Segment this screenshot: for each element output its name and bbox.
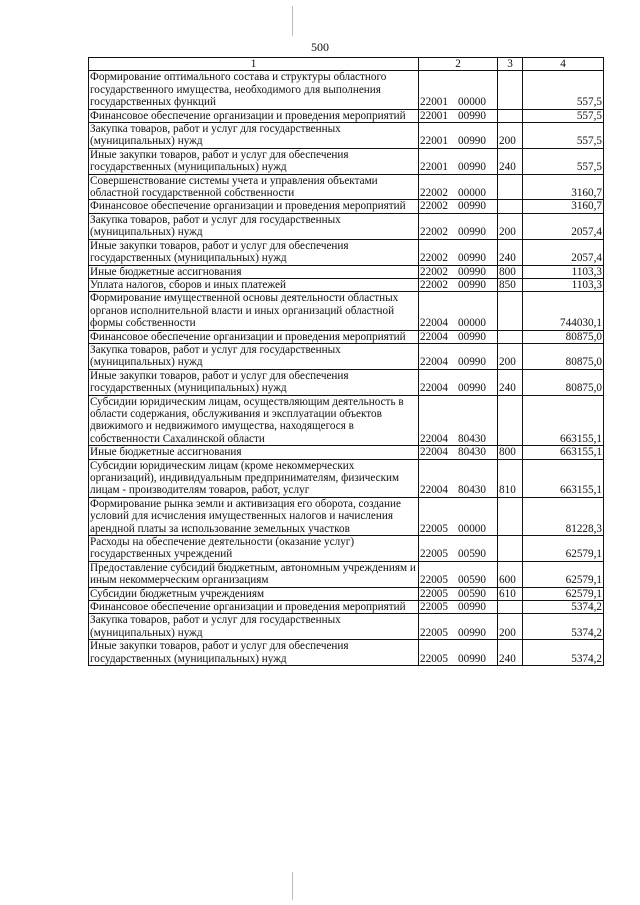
row-code-cell xyxy=(419,292,498,330)
table-row xyxy=(89,561,604,587)
row-name-cell: Расходы на обеспечение деятельности (оказание услуг) государственных учреждений xyxy=(89,536,419,562)
row-code-cell xyxy=(419,123,498,149)
row-value-cell: 5374,2 xyxy=(523,601,604,614)
row-name-cell: Финансовое обеспечение организации и проведения мероприятий xyxy=(89,330,419,343)
row-direction-code: 00000 xyxy=(458,96,486,109)
table-row xyxy=(89,239,604,265)
table-row xyxy=(89,614,604,640)
row-program-code: 22005 xyxy=(420,601,448,614)
row-name-cell: Финансовое обеспечение организации и проведения мероприятий xyxy=(89,601,419,614)
row-type-cell: 200 xyxy=(498,123,523,149)
row-type-cell xyxy=(498,292,523,330)
row-direction-code: 00990 xyxy=(458,382,486,395)
row-type-cell: 610 xyxy=(498,587,523,600)
row-type-cell xyxy=(498,200,523,213)
row-value-cell: 62579,1 xyxy=(523,561,604,587)
row-type-cell: 200 xyxy=(498,213,523,239)
row-value-cell: 80875,0 xyxy=(523,330,604,343)
row-program-code: 22004 xyxy=(420,484,448,497)
row-code-cell xyxy=(419,369,498,395)
row-value-cell: 557,5 xyxy=(523,109,604,122)
row-direction-code: 00000 xyxy=(458,317,486,330)
row-program-code: 22005 xyxy=(420,652,448,665)
row-value-cell: 3160,7 xyxy=(523,200,604,213)
table-row xyxy=(89,109,604,122)
row-program-code: 22002 xyxy=(420,226,448,239)
row-code-cell xyxy=(419,71,498,109)
row-program-code: 22001 xyxy=(420,161,448,174)
row-code-cell xyxy=(419,614,498,640)
row-code-cell xyxy=(419,459,498,497)
row-type-cell xyxy=(498,330,523,343)
table-row xyxy=(89,369,604,395)
row-direction-code: 00990 xyxy=(458,161,486,174)
column-header-2: 2 xyxy=(419,58,498,71)
row-program-code: 22005 xyxy=(420,574,448,587)
row-program-code: 22001 xyxy=(420,109,448,122)
row-name-cell: Иные закупки товаров, работ и услуг для обеспечения государственных (муниципальных) нужд xyxy=(89,369,419,395)
row-value-cell: 557,5 xyxy=(523,148,604,174)
row-type-cell xyxy=(498,174,523,200)
table-row xyxy=(89,174,604,200)
row-value-cell: 62579,1 xyxy=(523,587,604,600)
row-program-code: 22005 xyxy=(420,587,448,600)
row-direction-code: 00000 xyxy=(458,187,486,200)
row-value-cell: 663155,1 xyxy=(523,459,604,497)
row-name-cell: Формирование оптимального состава и структуры областного государственного имущества, необходимого для выполнения государственных функций xyxy=(89,71,419,109)
table-row xyxy=(89,446,604,459)
table-row xyxy=(89,200,604,213)
row-code-cell xyxy=(419,265,498,278)
row-code-cell xyxy=(419,330,498,343)
row-program-code: 22004 xyxy=(420,330,448,343)
column-header-1: 1 xyxy=(89,58,419,71)
row-name-cell: Финансовое обеспечение организации и проведения мероприятий xyxy=(89,200,419,213)
row-code-cell xyxy=(419,148,498,174)
row-name-cell: Субсидии юридическим лицам (кроме некоммерческих организаций), индивидуальным предпринимателям, физическим лицам - производителям товаров, работ, услуг xyxy=(89,459,419,497)
table-row xyxy=(89,71,604,109)
row-type-cell: 800 xyxy=(498,446,523,459)
row-direction-code: 80430 xyxy=(458,484,486,497)
row-value-cell: 557,5 xyxy=(523,123,604,149)
row-value-cell: 1103,3 xyxy=(523,265,604,278)
row-direction-code: 00000 xyxy=(458,522,486,535)
row-name-cell: Иные бюджетные ассигнования xyxy=(89,446,419,459)
row-value-cell: 5374,2 xyxy=(523,640,604,666)
row-name-cell: Закупка товаров, работ и услуг для государственных (муниципальных) нужд xyxy=(89,614,419,640)
row-program-code: 22004 xyxy=(420,446,448,459)
row-value-cell: 2057,4 xyxy=(523,239,604,265)
row-program-code: 22002 xyxy=(420,252,448,265)
row-direction-code: 00590 xyxy=(458,548,486,561)
row-name-cell: Совершенствование системы учета и управления объектами областной государственной собственности xyxy=(89,174,419,200)
row-name-cell: Иные бюджетные ассигнования xyxy=(89,265,419,278)
row-direction-code: 00590 xyxy=(458,587,486,600)
row-program-code: 22002 xyxy=(420,200,448,213)
row-type-cell xyxy=(498,71,523,109)
row-direction-code: 00990 xyxy=(458,252,486,265)
row-value-cell: 1103,3 xyxy=(523,278,604,291)
row-name-cell: Субсидии бюджетным учреждениям xyxy=(89,587,419,600)
row-name-cell: Иные закупки товаров, работ и услуг для обеспечения государственных (муниципальных) нужд xyxy=(89,640,419,666)
row-program-code: 22002 xyxy=(420,265,448,278)
page-number: 500 xyxy=(311,40,329,54)
row-direction-code: 80430 xyxy=(458,446,486,459)
row-direction-code: 00990 xyxy=(458,109,486,122)
table-row xyxy=(89,148,604,174)
row-direction-code: 00990 xyxy=(458,200,486,213)
row-value-cell: 2057,4 xyxy=(523,213,604,239)
row-value-cell: 3160,7 xyxy=(523,174,604,200)
table-row xyxy=(89,587,604,600)
row-program-code: 22005 xyxy=(420,626,448,639)
row-value-cell: 744030,1 xyxy=(523,292,604,330)
row-direction-code: 00990 xyxy=(458,278,486,291)
row-name-cell: Иные закупки товаров, работ и услуг для обеспечения государственных (муниципальных) нужд xyxy=(89,239,419,265)
table-row xyxy=(89,640,604,666)
row-type-cell xyxy=(498,395,523,446)
table-row xyxy=(89,459,604,497)
row-direction-code: 00990 xyxy=(458,265,486,278)
row-value-cell: 663155,1 xyxy=(523,446,604,459)
row-program-code: 22002 xyxy=(420,278,448,291)
row-code-cell xyxy=(419,278,498,291)
row-direction-code: 00990 xyxy=(458,652,486,665)
row-name-cell: Формирование рынка земли и активизация его оборота, создание условий для исчисления имущественных налогов и начисления арендной платы за использование земельных участков xyxy=(89,497,419,535)
scan-mark-bottom xyxy=(292,872,293,900)
row-value-cell: 663155,1 xyxy=(523,395,604,446)
row-type-cell xyxy=(498,536,523,562)
table-header-row xyxy=(89,58,604,71)
row-type-cell: 240 xyxy=(498,369,523,395)
row-code-cell xyxy=(419,536,498,562)
row-name-cell: Уплата налогов, сборов и иных платежей xyxy=(89,278,419,291)
row-type-cell xyxy=(498,109,523,122)
row-direction-code: 00990 xyxy=(458,601,486,614)
row-type-cell: 200 xyxy=(498,614,523,640)
table-row xyxy=(89,536,604,562)
row-direction-code: 00990 xyxy=(458,226,486,239)
row-name-cell: Финансовое обеспечение организации и проведения мероприятий xyxy=(89,109,419,122)
row-code-cell xyxy=(419,174,498,200)
row-code-cell xyxy=(419,587,498,600)
table-row xyxy=(89,343,604,369)
budget-table xyxy=(88,57,604,666)
row-direction-code: 00590 xyxy=(458,574,486,587)
row-type-cell xyxy=(498,497,523,535)
row-value-cell: 81228,3 xyxy=(523,497,604,535)
table-row xyxy=(89,601,604,614)
row-name-cell: Предоставление субсидий бюджетным, автономным учреждениям и иным некоммерческим организациям xyxy=(89,561,419,587)
column-header-3: 3 xyxy=(498,58,523,71)
row-type-cell: 240 xyxy=(498,148,523,174)
row-name-cell: Субсидии юридическим лицам, осуществляющим деятельность в области содержания, обслуживания и эксплуатации объектов движимого и недвижимого имущества, находящегося в собственности Сахалинской области xyxy=(89,395,419,446)
row-value-cell: 80875,0 xyxy=(523,343,604,369)
table-row xyxy=(89,265,604,278)
row-program-code: 22004 xyxy=(420,432,448,445)
row-code-cell xyxy=(419,561,498,587)
table-row xyxy=(89,292,604,330)
table-row xyxy=(89,278,604,291)
row-name-cell: Закупка товаров, работ и услуг для государственных (муниципальных) нужд xyxy=(89,343,419,369)
row-name-cell: Закупка товаров, работ и услуг для государственных (муниципальных) нужд xyxy=(89,213,419,239)
budget-table-body xyxy=(89,58,604,666)
row-direction-code: 00990 xyxy=(458,356,486,369)
row-type-cell: 810 xyxy=(498,459,523,497)
row-direction-code: 00990 xyxy=(458,330,486,343)
row-value-cell: 557,5 xyxy=(523,71,604,109)
row-direction-code: 00990 xyxy=(458,135,486,148)
row-name-cell: Формирование имущественной основы деятельности областных органов исполнительной власти и иных организаций областной формы собственности xyxy=(89,292,419,330)
row-program-code: 22004 xyxy=(420,317,448,330)
row-name-cell: Иные закупки товаров, работ и услуг для обеспечения государственных (муниципальных) нужд xyxy=(89,148,419,174)
scan-mark-top xyxy=(292,6,293,36)
row-type-cell: 200 xyxy=(498,343,523,369)
row-value-cell: 62579,1 xyxy=(523,536,604,562)
row-name-cell: Закупка товаров, работ и услуг для государственных (муниципальных) нужд xyxy=(89,123,419,149)
row-program-code: 22001 xyxy=(420,96,448,109)
row-program-code: 22004 xyxy=(420,382,448,395)
row-code-cell xyxy=(419,640,498,666)
column-header-4: 4 xyxy=(523,58,604,71)
row-type-cell: 850 xyxy=(498,278,523,291)
row-program-code: 22001 xyxy=(420,135,448,148)
row-code-cell xyxy=(419,497,498,535)
row-code-cell xyxy=(419,601,498,614)
row-value-cell: 80875,0 xyxy=(523,369,604,395)
table-row xyxy=(89,330,604,343)
row-code-cell xyxy=(419,213,498,239)
row-program-code: 22005 xyxy=(420,522,448,535)
row-code-cell xyxy=(419,239,498,265)
table-row xyxy=(89,123,604,149)
row-program-code: 22004 xyxy=(420,356,448,369)
row-code-cell xyxy=(419,109,498,122)
row-program-code: 22002 xyxy=(420,187,448,200)
row-type-cell: 600 xyxy=(498,561,523,587)
row-program-code: 22005 xyxy=(420,548,448,561)
row-code-cell xyxy=(419,446,498,459)
table-row xyxy=(89,395,604,446)
row-value-cell: 5374,2 xyxy=(523,614,604,640)
row-type-cell: 240 xyxy=(498,640,523,666)
row-type-cell: 800 xyxy=(498,265,523,278)
row-type-cell: 240 xyxy=(498,239,523,265)
row-type-cell xyxy=(498,601,523,614)
table-row xyxy=(89,213,604,239)
table-row xyxy=(89,497,604,535)
row-direction-code: 80430 xyxy=(458,432,486,445)
row-direction-code: 00990 xyxy=(458,626,486,639)
row-code-cell xyxy=(419,395,498,446)
row-code-cell xyxy=(419,200,498,213)
row-code-cell xyxy=(419,343,498,369)
